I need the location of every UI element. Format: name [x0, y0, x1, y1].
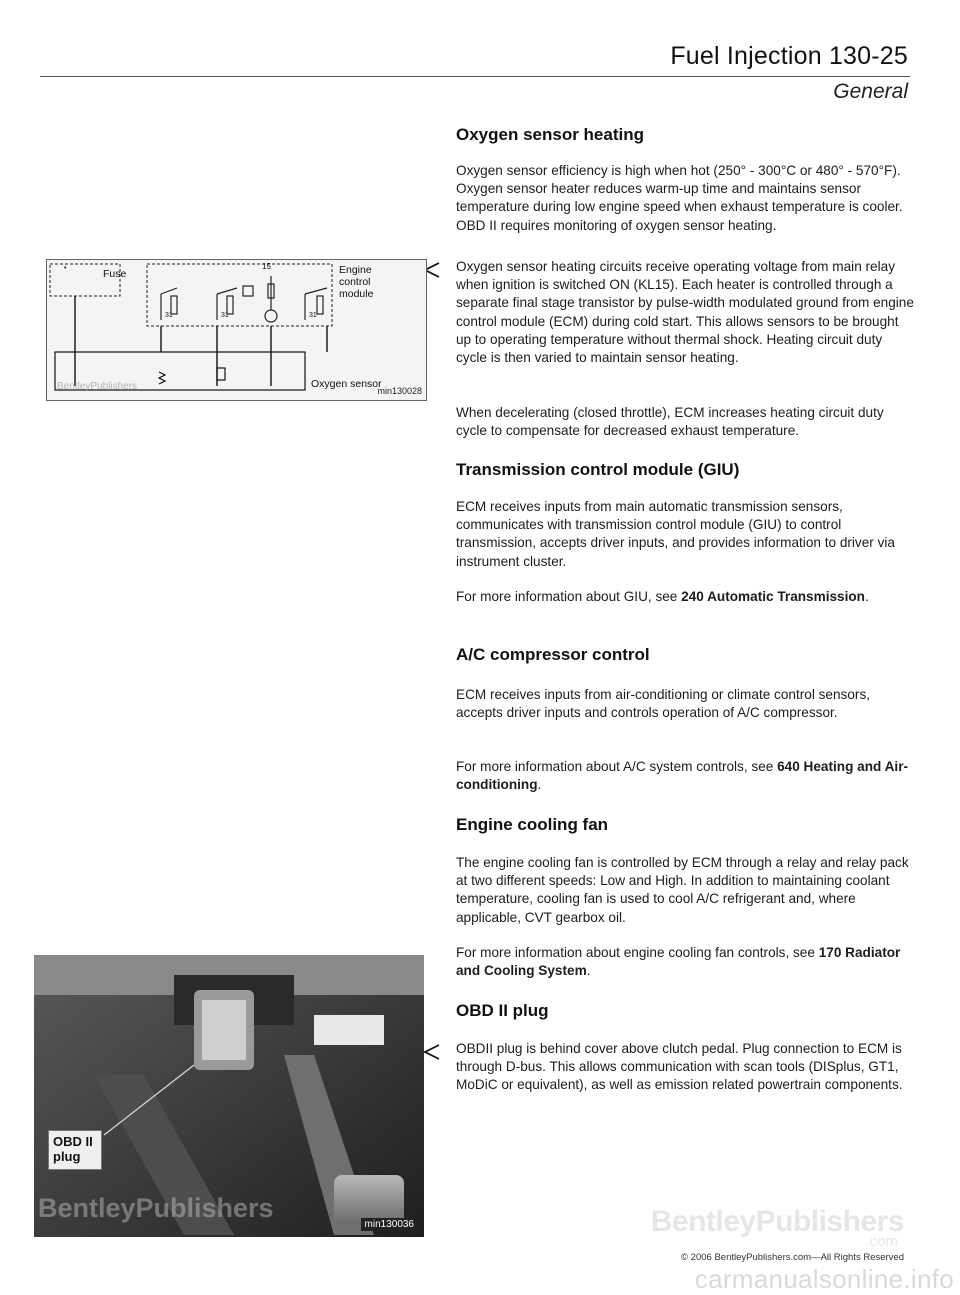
header-rule [40, 76, 910, 77]
figure-id: min130028 [377, 386, 422, 396]
page-title: Fuel Injection 130-25 [670, 42, 908, 70]
paragraph: For more information about engine cooling fan controls, see 170 Radiator and Cooling System. [456, 945, 901, 979]
paragraph-with-arrow [456, 258, 914, 367]
copyright: © 2006 BentleyPublishers.com—All Rights Reserved [681, 1252, 904, 1263]
page-subtitle: General [833, 80, 908, 103]
ecm-label: Engine control module [339, 264, 374, 300]
paragraph-with-arrow [456, 1040, 914, 1095]
obd-callout-label: OBD II plug [48, 1130, 102, 1170]
cross-reference: 170 Radiator and Cooling System [456, 945, 901, 979]
cross-reference: 240 Automatic Transmission [681, 589, 865, 604]
paragraph: For more information about A/C system controls, see 640 Heating and Air-conditioning. [456, 759, 909, 793]
footer-logo-domain: .com [865, 1233, 898, 1250]
paragraph: The engine cooling fan is controlled by ECM through a relay and relay pack at two different speeds: Low and High. In addition to maintaining coolant temperature, cooling fan is used to cool A/C refrigerant and, where applicable, CVT gearbox oil. [456, 855, 909, 925]
paragraph: Oxygen sensor efficiency is high when hot (250° - 300°C or 480° - 570°F). Oxygen sensor heater reduces warm-up time and maintains sensor temperature during low engine speed when exhaust temperature is cooler. OBD II requires monitoring of oxygen sensor heating. [456, 163, 903, 233]
oxygen-sensor-label: Oxygen sensor [311, 378, 382, 390]
section-heading: A/C compressor control [456, 645, 650, 664]
figure-id: min130036 [361, 1218, 418, 1231]
terminal-31-label: 31 [221, 312, 229, 319]
terminal-15-label: 15 [262, 262, 271, 271]
section-heading: Engine cooling fan [456, 815, 609, 834]
site-watermark: carmanualsonline.info [694, 1264, 954, 1294]
paragraph: For more information about GIU, see 240 Automatic Transmission. [456, 589, 869, 604]
obd-plug-photo [34, 955, 424, 1237]
paragraph: ECM receives inputs from air-conditioning or climate control sensors, accepts driver inputs and controls operation of A/C compressor. [456, 687, 871, 721]
paragraph: When decelerating (closed throttle), ECM increases heating circuit duty cycle to compensate for decreased exhaust temperature. [456, 405, 884, 439]
circuit-diagram [46, 259, 427, 401]
section-heading: OBD II plug [456, 1001, 549, 1020]
terminal-31-label: 31 [309, 312, 317, 319]
paragraph: OBDII plug is behind cover above clutch pedal. Plug connection to ECM is through D-bus. This allows communication with scan tools (DISplus, GT1, MoDiC or equivalent), as well as emission related powertrain components. [456, 1041, 903, 1093]
paragraph: ECM receives inputs from main automatic transmission sensors, communicates with transmission control module (GIU) to control transmission, accepts driver inputs, and provides information to driver via instrument cluster. [456, 499, 895, 569]
section-heading: Transmission control module (GIU) [456, 460, 740, 479]
svg-text:•: • [64, 265, 67, 272]
arrow-left-icon [422, 1042, 442, 1062]
terminal-31-label: 31 [165, 312, 173, 319]
watermark: BentleyPublishers [57, 381, 138, 392]
cross-reference: 640 Heating and Air-conditioning [456, 759, 909, 793]
ecm-box [147, 264, 332, 326]
footer-logo: BentleyPublishers [650, 1205, 904, 1238]
fuse-label: Fuse [103, 268, 127, 280]
paragraph: Oxygen sensor heating circuits receive operating voltage from main relay when ignition is switched ON (KL15). Each heater is controlled through a separate final stage transistor by pulse-width modulated ground from engine control module (ECM) during cold start. This allows sensors to be brought up to operating temperature without thermal shock. Heating circuit duty cycle is then varied to maintain sensor heating. [456, 259, 914, 366]
section-heading: Oxygen sensor heating [456, 125, 644, 144]
watermark: BentleyPublishers [38, 1193, 274, 1223]
